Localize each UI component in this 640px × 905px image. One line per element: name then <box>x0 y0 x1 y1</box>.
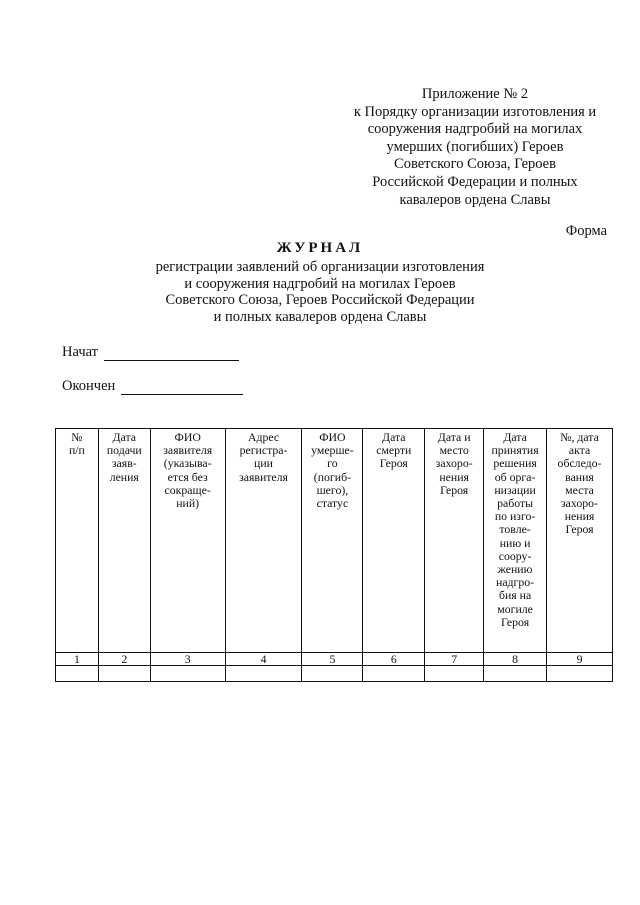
column-header-line: ции <box>254 456 273 471</box>
table-header-row <box>56 429 613 653</box>
column-header-line: (указыва- <box>163 456 212 471</box>
column-header-line: ФИО <box>174 430 201 444</box>
column-header-line: п/п <box>68 443 85 458</box>
column-header-line: захоро- <box>435 456 473 471</box>
table-cell[interactable] <box>150 666 225 682</box>
table-cell[interactable] <box>302 666 363 682</box>
subtitle-line: Советского Союза, Героев Российской Федерации <box>165 292 475 309</box>
column-header-line: жению <box>497 562 533 577</box>
table-cell[interactable] <box>225 666 302 682</box>
column-header <box>547 429 613 653</box>
column-header-line: акта <box>568 443 591 458</box>
column-header <box>425 429 484 653</box>
column-header-line: нения <box>439 469 469 484</box>
column-header-line: об орга- <box>494 469 536 484</box>
column-header-line: го <box>327 456 338 471</box>
column-header <box>56 429 99 653</box>
finished-field <box>62 378 243 395</box>
column-number-row <box>56 653 613 666</box>
column-header-line: регистра- <box>239 443 288 458</box>
column-number: 6 <box>363 653 425 666</box>
table-cell[interactable] <box>98 666 150 682</box>
table-cell[interactable] <box>425 666 484 682</box>
column-header-line: могиле <box>497 601 533 616</box>
appendix-line: к Порядку организации изготовления и <box>353 103 597 120</box>
column-number: 4 <box>225 653 302 666</box>
column-number: 8 <box>484 653 547 666</box>
appendix-line: Российской Федерации и полных <box>372 173 578 190</box>
appendix-header <box>330 86 620 209</box>
table-cell[interactable] <box>363 666 425 682</box>
table-row <box>56 666 613 682</box>
column-header-line: смерти <box>376 443 412 458</box>
subtitle-line: и сооружения надгробий на могилах Героев <box>184 275 456 292</box>
column-header-line: заявителя <box>163 443 213 458</box>
column-header-line: Адрес <box>247 430 280 444</box>
column-header <box>150 429 225 653</box>
column-header-line: Дата <box>112 430 137 444</box>
started-label: Начат <box>62 344 99 360</box>
table-cell[interactable] <box>484 666 547 682</box>
column-number: 9 <box>547 653 613 666</box>
column-header-line: Героя <box>565 522 594 537</box>
column-header-line: Дата <box>503 430 527 444</box>
column-header-line: места <box>565 482 594 497</box>
column-header-line: низации <box>494 482 536 497</box>
form-label: Форма <box>565 223 607 239</box>
column-header-line: принятия <box>491 443 539 458</box>
column-header-line: бия на <box>498 588 532 603</box>
column-header-line: №, дата <box>560 430 599 444</box>
column-header-line: подачи <box>106 443 142 458</box>
column-header-line: вания <box>565 469 594 484</box>
column-header <box>225 429 302 653</box>
column-header <box>302 429 363 653</box>
column-header-line: место <box>439 443 469 458</box>
column-header <box>98 429 150 653</box>
column-header-line: ления <box>109 469 139 484</box>
column-header <box>484 429 547 653</box>
appendix-line: Приложение № 2 <box>421 86 529 102</box>
column-number: 3 <box>150 653 225 666</box>
column-header-line: Героя <box>379 456 408 471</box>
column-header-line: ется без <box>167 469 208 484</box>
column-header-line: умерше- <box>311 443 354 458</box>
column-header-line: нения <box>564 509 595 524</box>
column-number: 7 <box>425 653 484 666</box>
subtitle-line: регистрации заявлений об организации изготовления <box>155 259 485 275</box>
column-header-line: ний) <box>176 496 200 511</box>
appendix-line: кавалеров ордена Славы <box>399 191 551 208</box>
finished-blank-line[interactable] <box>121 380 243 395</box>
journal-subtitle <box>0 259 640 325</box>
column-header-line: (погиб- <box>313 469 352 484</box>
column-header-line: заяв- <box>111 456 137 471</box>
column-header <box>363 429 425 653</box>
appendix-line: сооружения надгробий на могилах <box>367 121 583 138</box>
column-header-line: № <box>71 430 83 444</box>
appendix-line: умерших (погибших) Героев <box>386 138 564 155</box>
column-header-line: статус <box>316 496 349 511</box>
column-header-line: Героя <box>500 614 530 629</box>
column-header-line: работы <box>497 496 534 511</box>
started-field <box>62 344 239 361</box>
column-header-line: Дата <box>382 430 406 444</box>
column-header-line: решения <box>493 456 537 471</box>
appendix-line: Советского Союза, Героев <box>394 156 556 173</box>
column-header-line: шего), <box>316 482 349 497</box>
table-cell[interactable] <box>56 666 99 682</box>
column-header-line: нию и <box>499 535 531 550</box>
column-header-line: Героя <box>440 482 469 497</box>
column-header-line: захоро- <box>561 496 598 511</box>
started-blank-line[interactable] <box>104 346 239 361</box>
column-header-line: по изго- <box>494 509 536 524</box>
subtitle-line: и полных кавалеров ордена Славы <box>213 308 427 325</box>
column-header-line: обследо- <box>557 456 602 471</box>
column-header-line: Дата и <box>437 430 471 444</box>
column-number: 1 <box>56 653 99 666</box>
column-header-line: заявителя <box>239 469 288 484</box>
finished-label: Окончен <box>62 378 116 394</box>
column-number: 2 <box>98 653 150 666</box>
column-header-line: сокраще- <box>164 482 211 497</box>
column-header-line: ФИО <box>319 430 346 444</box>
journal-table <box>55 428 613 682</box>
journal-title: ЖУРНАЛ <box>276 240 364 256</box>
column-header-line: надгро- <box>496 575 535 590</box>
column-header-line: соору- <box>498 548 532 563</box>
column-number: 5 <box>302 653 363 666</box>
table-cell[interactable] <box>547 666 613 682</box>
column-header-line: товле- <box>499 522 531 537</box>
